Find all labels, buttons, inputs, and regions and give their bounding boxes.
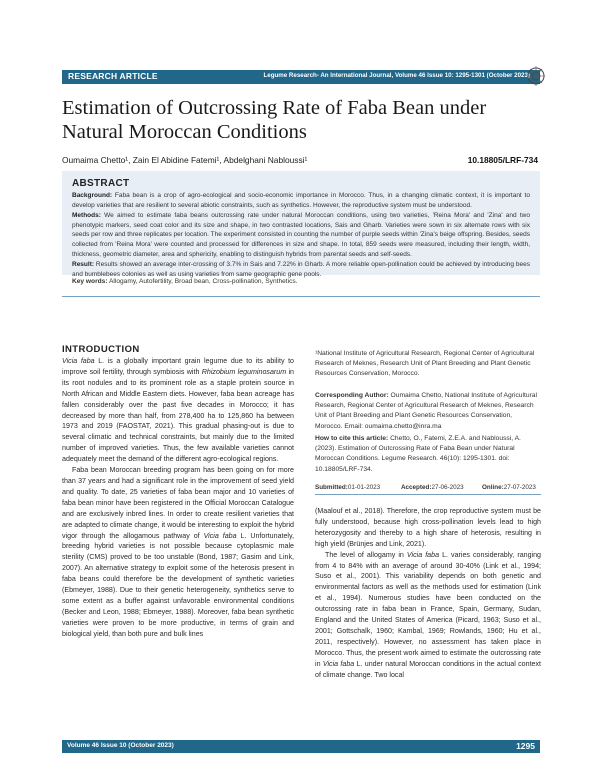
header-bar <box>62 70 540 84</box>
journal-logo-icon <box>525 64 547 88</box>
article-title: Estimation of Outcrossing Rate of Faba Bean under Natural Moroccan Conditions <box>62 97 487 143</box>
intro-paragraph-1: Vicia faba L. is a globally important grain legume due to its ability to improve soil fertility, through symbiosis with Rhizobium leguminosarum in its root nodules and to its prominent role as a staple protein source in North African and Middle Eastern diets. However, faba bean acreage has fallen considerably over the past five decades in Morocco; it has decreased by more than half, from 278,400 ha to 125,860 ha between 1973 and 2019 (FAOSTAT, 2021). This gradual phasing-out is due to several climatic and technical constraints, but mainly due to the limited number of improved varieties. Thus, the few available varieties cannot adequately meet the demand of the different agro-ecological regions. <box>62 357 294 464</box>
body-paragraph-2: The level of allogamy in Vicia faba L. varies considerably, ranging from 4 to 84% with an average of around 30-40% (Link et al., 1994; Suso et al., 2001). This variability depends on both genetic and environmental factors as well as the methods used for estimation (Link et al., 1994). Numerous studies have been conducted on the outcrossing rate in faba bean in France, Spain, Germany, Sudan, England and the United States of America (Picard, 1963; Suso et al., 2001; Gottschalk, 1960; Kambal, 1969; Rowlands, 1960; Hu et al., 2011, respectively). However, no assessment has taken place in Morocco. Thus, the present work aimed to estimate the outcrossing rate in Vicia faba L. under natural Moroccan conditions in the actual context of climate change. Two local <box>315 550 542 679</box>
corresponding-author: Corresponding Author: Oumaima Chetto, National Institute of Agricultural Research, Regional Center of Agricultural Research of Meknes, Research Unit of Plant Breeding and Plant Genetic Resources Conservation, Morocco. Email: oumaima.chetto@inra.ma <box>315 392 537 430</box>
footer-volume: Volume 46 Issue 10 (October 2023) <box>67 742 174 749</box>
abstract-methods: Methods: We aimed to estimate faba beans outcrossing rate under natural Moroccan conditions, using two varieties, 'Reina Mora' and 'Zina' and two phenotypic markers, seed coat color and its size and shape, in two contrasted locations, Sais and Gharb. Varieties were sown in six alternate rows with six seeds per row and three replicates per location. The experiment consisted in counting the number of purple seeds within 'Zina's beige offspring. Besides, seeds collected from 'Reina Mora' were counted and processed for differences in size and shape. In total, 859 seeds were measured, including their length, width, thickness, geometric diameter, area and sphericity, enabling to distinguish hybrids from parental seeds and self-seeds. <box>72 212 530 258</box>
accepted-date: Accepted: 27-06-2023 <box>401 484 464 491</box>
affiliation: ¹National Institute of Agricultural Research, Regional Center of Agricultural Research of Meknes, Research Unit of Plant Breeding and Plant Genetic Resources Conservation, Morocco. <box>315 350 535 378</box>
authors: Oumaima Chetto¹, Zain El Abidine Fatemi¹, Abdelghani Nabloussi¹ <box>62 155 308 165</box>
abstract-box <box>62 171 540 278</box>
article-type-label: RESEARCH ARTICLE <box>68 71 158 81</box>
intro-paragraph-2: Faba bean Moroccan breeding program has been going on for more than 37 years and had a significant role in the improvement of seed yield and quality. To date, 25 varieties of faba bean major and 10 varieties of faba bean minor have been registered in the Official Moroccan Catalogue and are exclusively inbred lines. In order to create resilient varieties that are adapted to climate change, it would be interesting to exploit the hybrid vigor through the allogamous pathway of Vicia faba L. Unfortunately, breeding hybrid varieties is not possible because cytoplasmic male sterility (CMS) proved to be too unstable (Bond, 1987; Gasim and Link, 2007). An alternative strategy to exploit some of the heterosis present in faba beans could therefore be the development of synthetic varieties (Ebmeyer, 1988). Due to their genetic heterogeneity, synthetics serve to some extent as a buffer against unfavorable environmental conditions (Becker and Leon, 1988; Ebmeyer, 1988). Moreover, faba bean synthetic varieties were proven to be more productive, in terms of grain and biological yield, than both pure and bulk lines <box>62 466 294 638</box>
abstract-result: Result: Results showed an average inter-crossing of 3.7% in Sais and 7.22% in Gharb. A more reliable open-pollination could be achieved by introducing bees and bumblebees colonies as well as using varieties from same geographic gene pools. <box>72 261 531 278</box>
section-heading-introduction: INTRODUCTION <box>62 344 140 355</box>
divider <box>62 296 540 297</box>
abstract-background: Background: Faba bean is a crop of agro-ecological and socio-economic importance in Morocco. Thus, in a changing climatic context, it is important to develop varieties that are resilient to several abiotic constraints, such as synthetics. However, the reproductive system must be understood. <box>72 192 530 209</box>
abstract-heading: ABSTRACT <box>72 178 130 189</box>
footer-bar <box>62 740 540 753</box>
keywords-text: Allogamy, Autofertility, Broad bean, Cross-pollination, Synthetics. <box>109 278 298 285</box>
body-paragraph-1: (Maalouf et al., 2018). Therefore, the crop reproductive system must be fully understood, because high cross-pollination levels lead to high heterozygosity and thereby to a high share of heterosis, resulting in high yield (Brünjes and Link, 2021). <box>315 507 541 548</box>
doi[interactable]: 10.18805/LRF-734 <box>467 155 538 165</box>
page-number: 1295 <box>516 741 535 751</box>
right-column <box>315 506 541 681</box>
divider <box>315 494 541 495</box>
journal-info: Legume Research- An International Journal, Volume 46 Issue 10: 1295-1301 (October 2023) <box>263 72 530 79</box>
keywords-label: Key words: <box>72 278 108 285</box>
keywords <box>72 278 298 285</box>
online-date: Online: 27-07-2023 <box>482 484 536 491</box>
citation: How to cite this article: Chetto, O., Fatemi, Z.E.A. and Nabloussi, A. (2023). Estimation of Outcrossing Rate of Faba Bean under Natural Moroccan Conditions. Legume Research. 46(10): 1295-1301. doi: 10.18805/LRF-734. <box>315 435 521 473</box>
left-column <box>62 356 294 640</box>
submitted-date: Submitted: 01-01-2023 <box>315 484 381 491</box>
